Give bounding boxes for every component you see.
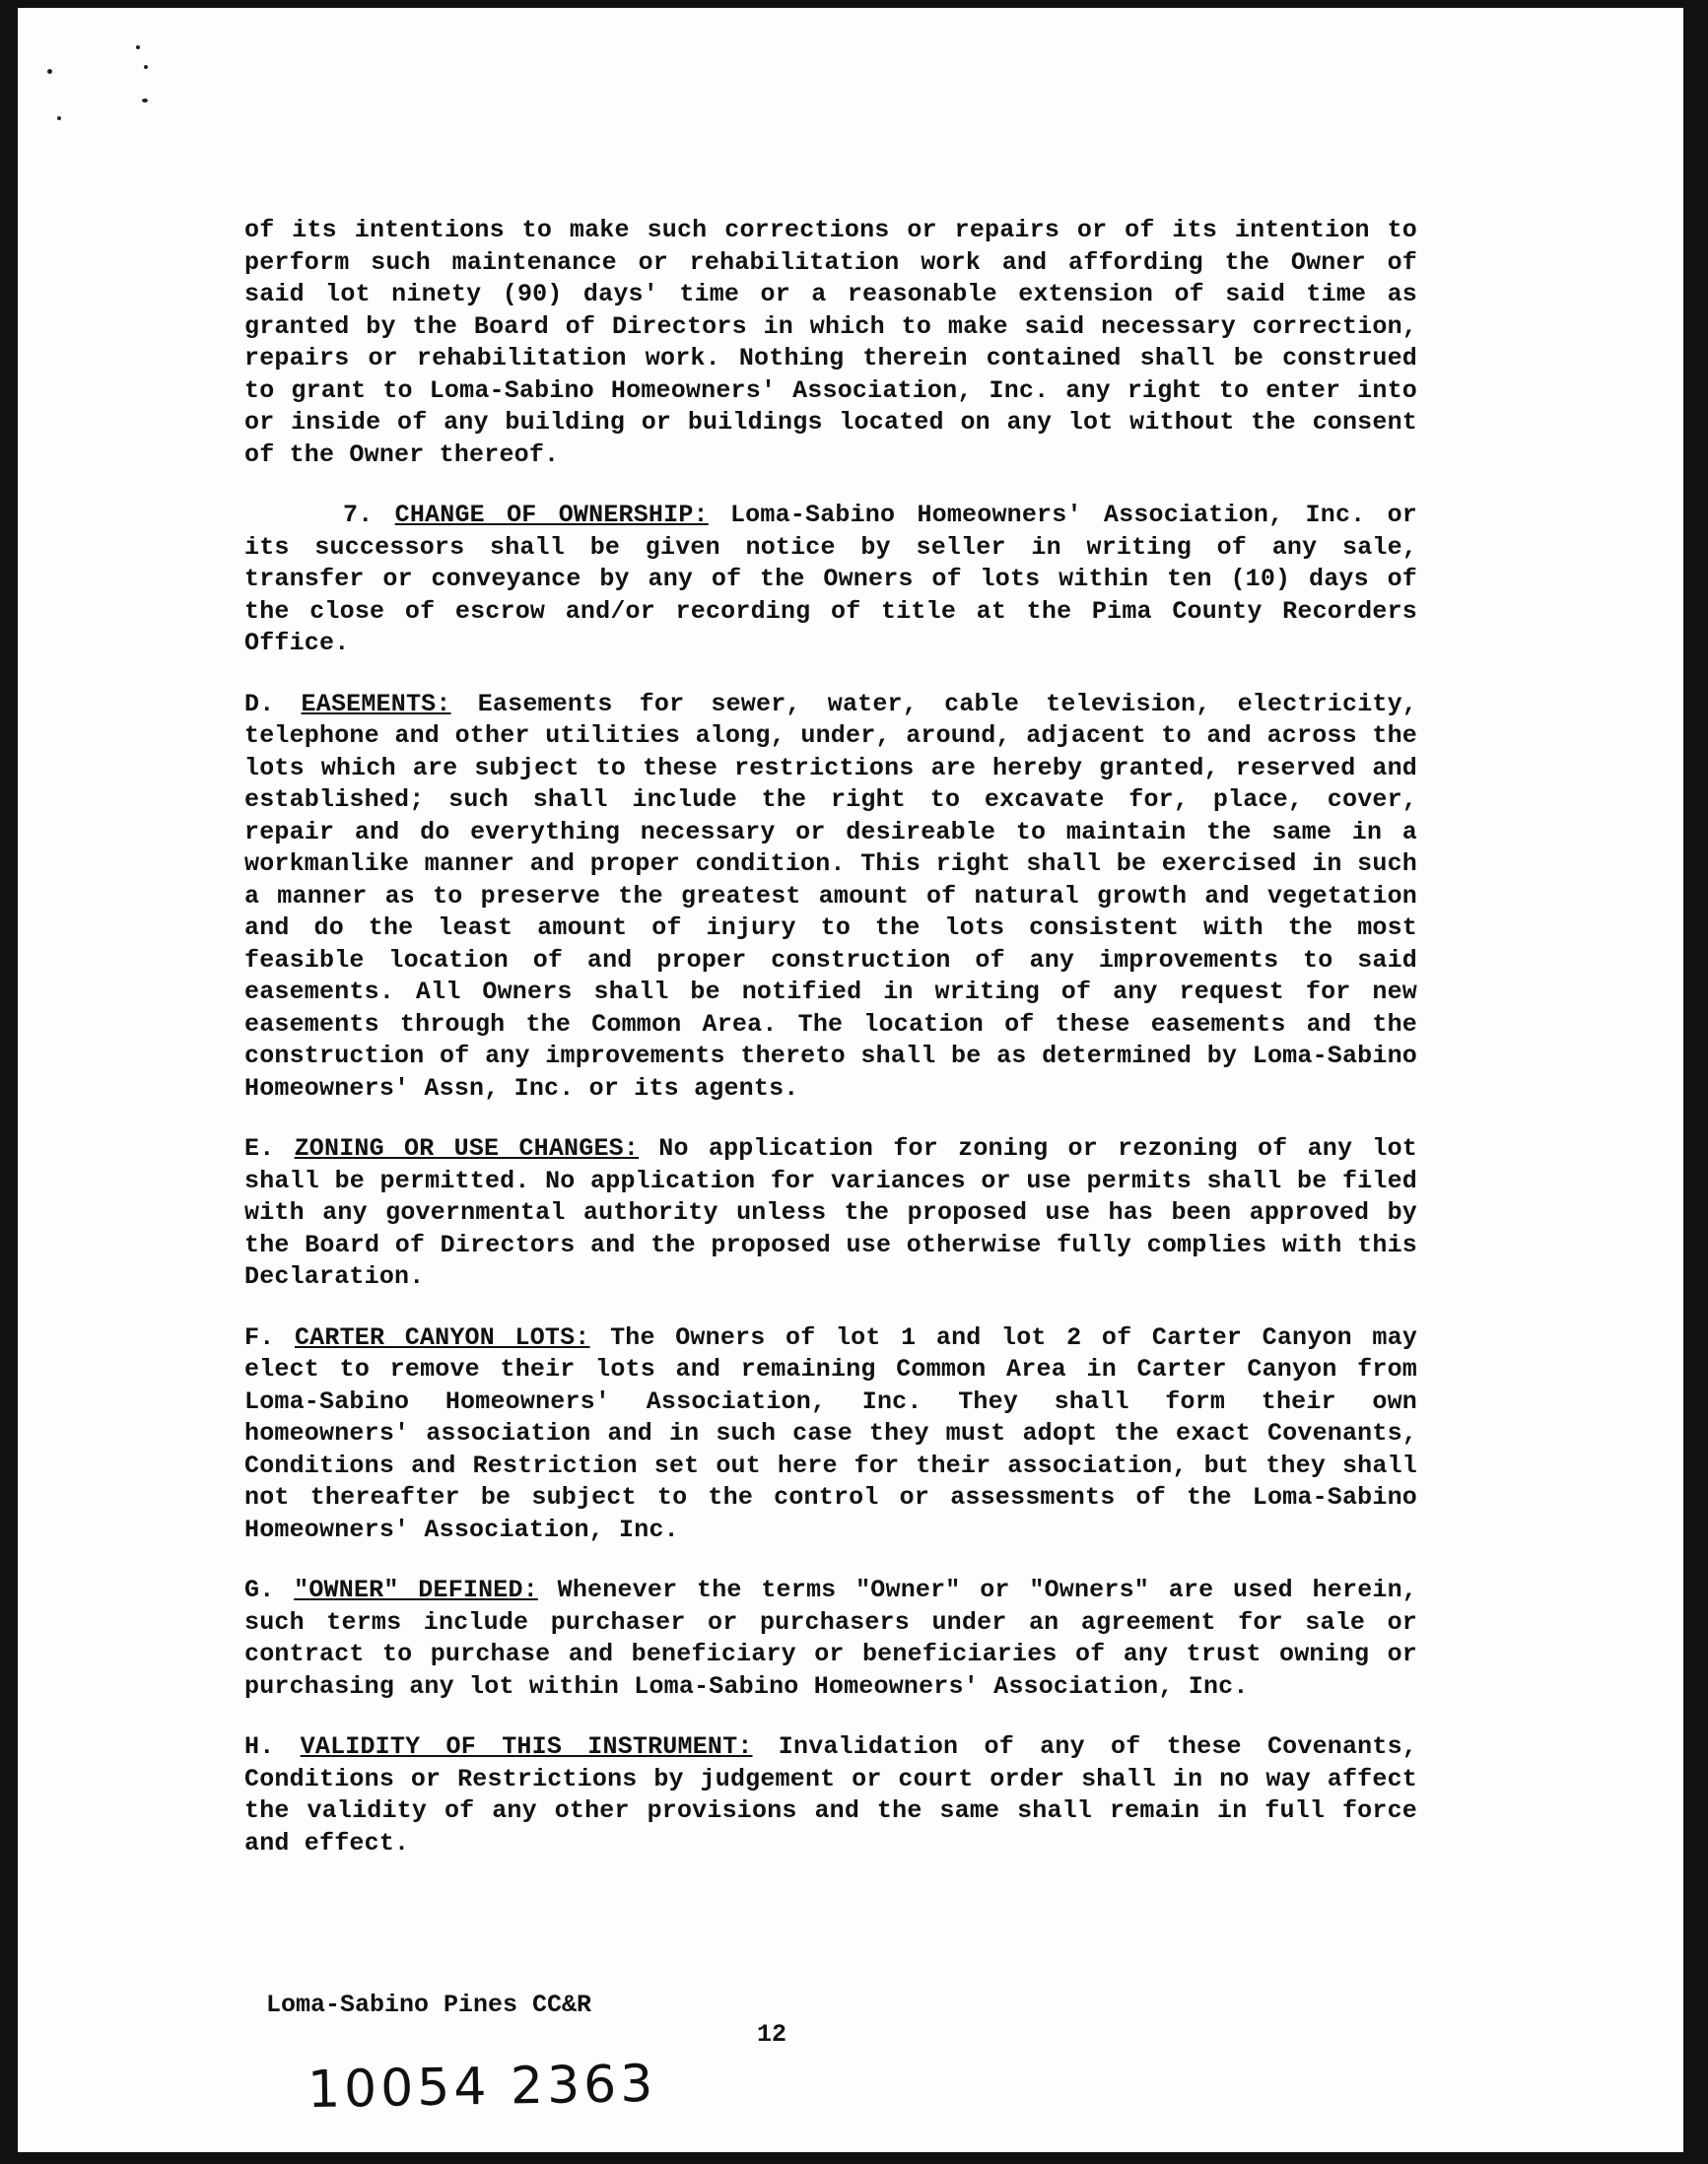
section-heading: CARTER CANYON LOTS:	[294, 1322, 590, 1352]
section-heading: VALIDITY OF THIS INSTRUMENT:	[300, 1732, 753, 1761]
paragraph-validity	[244, 1731, 1417, 1860]
paragraph-owner-defined	[244, 1575, 1417, 1703]
section-letter: G.	[244, 1576, 275, 1604]
section-heading: CHANGE OF OWNERSHIP:	[394, 501, 709, 529]
section-heading: ZONING OR USE CHANGES:	[294, 1134, 640, 1163]
document-footer-label: Loma-Sabino Pines CC&R	[266, 1991, 592, 2019]
handwritten-record-number: 10054 2363	[307, 2054, 657, 2121]
scan-speck	[57, 116, 61, 120]
section-letter: H.	[244, 1732, 275, 1761]
scan-speck	[142, 99, 148, 102]
section-letter: F.	[244, 1322, 275, 1352]
section-text: The Owners of lot 1 and lot 2 of Carter Canyon may elect to remove their lots and remaining Common Area in Carter Canyon from Loma-Sabino Homeowners' Association, Inc. They shall form their own homeowners' association and in such case they must adopt the exact Covenants, Conditions and Restriction set out here for their association, but they shall not thereafter be subject to the control or assessments of the Loma-Sabino Homeowners' Association, Inc.	[244, 1322, 1418, 1544]
scan-speck	[136, 45, 140, 49]
paragraph-zoning	[244, 1133, 1417, 1294]
paragraph-intro	[244, 215, 1417, 471]
section-text: Whenever the terms "Owner" or "Owners" are used herein, such terms include purchaser or purchasers under an agreement for sale or contract to purchase and beneficiary or beneficiaries of any trust owning or purchasing any lot within Loma-Sabino Homeowners' Association, Inc.	[244, 1576, 1418, 1701]
scan-speck	[144, 65, 148, 69]
document-body	[244, 215, 1417, 1888]
section-letter: D.	[244, 689, 275, 718]
paragraph-carter-canyon	[244, 1322, 1417, 1547]
scan-speck	[47, 69, 52, 74]
paragraph-easements	[244, 689, 1417, 1106]
section-letter: E.	[244, 1134, 275, 1163]
section-text: Easements for sewer, water, cable television, electricity, telephone and other utilities along, under, around, adjacent to and across the lots which are subject to these restrictions are hereby granted, reserved and established; such shall include the right to excavate for, place, cover, repair and do everything necessary or desireable to maintain the same in a workmanlike manner and proper condition. This right shall be exercised in such a manner as to preserve the greatest amount of natural growth and vegetation and do the least amount of injury to the lots consistent with the most feasible location of and proper construction of any improvements to said easements. All Owners shall be notified in writing of any request for new easements through the Common Area. The location of these easements and the construction of any improvements thereto shall be as determined by Loma-Sabino Homeowners' Assn, Inc. or its agents.	[244, 689, 1418, 1103]
section-number: 7.	[343, 501, 374, 529]
section-text: No application for zoning or rezoning of any lot shall be permitted. No application for variances or use permits shall be filed with any governmental authority unless the proposed use has been approved by the Board of Directors and the proposed use otherwise fully complies with this Declaration.	[244, 1134, 1417, 1291]
paragraph-change-of-ownership	[244, 500, 1417, 660]
page-number: 12	[757, 2020, 787, 2049]
section-text: Loma-Sabino Homeowners' Association, Inc. or its successors shall be given notice by seller in writing of any sale, transfer or conveyance by any of the Owners of lots within ten (10) days of the close of escrow and/or recording of title at the Pima County Recorders Office.	[244, 501, 1417, 657]
section-heading: "OWNER" DEFINED:	[294, 1576, 538, 1604]
section-text: Invalidation of any of these Covenants, Conditions or Restrictions by judgement or court order shall in no way affect the validity of any other provisions and the same shall remain in full force and effect.	[244, 1732, 1417, 1858]
intro-text: of its intentions to make such corrections or repairs or of its intention to perform such maintenance or rehabilitation work and affording the Owner of said lot ninety (90) days' time or a reasonable extension of said time as granted by the Board of Directors in which to make said necessary correction, repairs or rehabilitation work. Nothing therein contained shall be construed to grant to Loma-Sabino Homeowners' Association, Inc. any right to enter into or inside of any building or buildings located on any lot without the consent of the Owner thereof.	[244, 216, 1417, 469]
section-heading: EASEMENTS:	[301, 689, 451, 718]
